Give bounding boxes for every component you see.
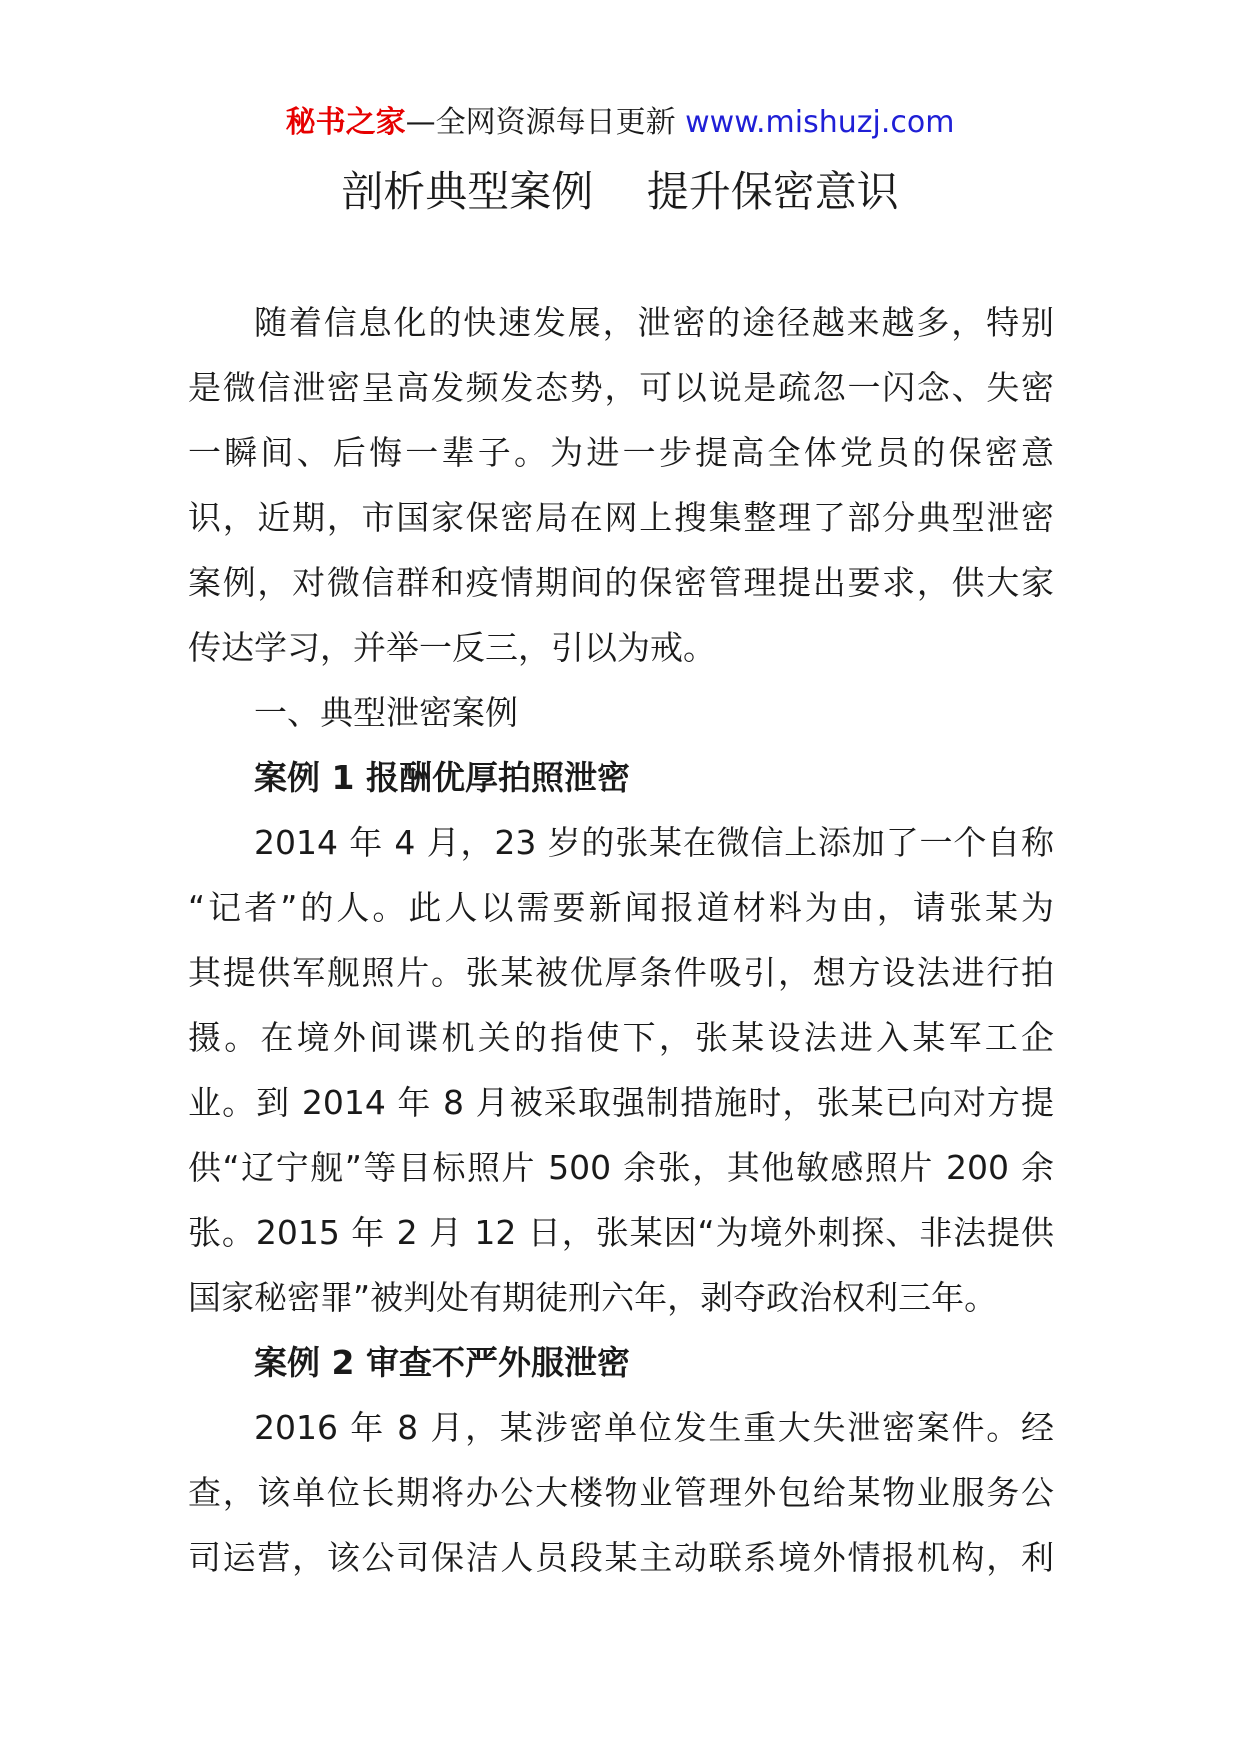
case-heading: 案例 2 审查不严外服泄密 xyxy=(254,1343,630,1382)
paragraph-line: “记者”的人。此人以需要新闻报道材料为由，请张某为 xyxy=(188,888,1054,927)
paragraph-line: 2014 年 4 月，23 岁的张某在微信上添加了一个自称 xyxy=(254,823,1054,862)
paragraph-line: 国家秘密罪”被判处有期徒刑六年，剥夺政治权利三年。 xyxy=(188,1278,998,1317)
paragraph-line: 摄。在境外间谍机关的指使下，张某设法进入某军工企 xyxy=(188,1018,1054,1057)
section-heading: 一、典型泄密案例 xyxy=(254,693,518,732)
brand-name: 秘书之家 xyxy=(285,105,406,140)
paragraph-line: 案例，对微信群和疫情期间的保密管理提出要求，供大家 xyxy=(188,563,1054,602)
header-tagline: —全网资源每日更新 xyxy=(405,105,686,140)
paragraph-line: 供“辽宁舰”等目标照片 500 余张，其他敏感照片 200 余 xyxy=(188,1148,1054,1187)
paragraph-line: 随着信息化的快速发展，泄密的途径越来越多，特别 xyxy=(254,303,1054,342)
case-heading: 案例 1 报酬优厚拍照泄密 xyxy=(254,758,630,797)
paragraph-line: 司运营，该公司保洁人员段某主动联系境外情报机构，利 xyxy=(188,1538,1054,1577)
paragraph-line: 识，近期，市国家保密局在网上搜集整理了部分典型泄密 xyxy=(188,498,1054,537)
paragraph-line: 张。2015 年 2 月 12 日，张某因“为境外刺探、非法提供 xyxy=(188,1213,1054,1252)
paragraph-line: 业。到 2014 年 8 月被采取强制措施时，张某已向对方提 xyxy=(188,1083,1054,1122)
document-body xyxy=(188,290,1054,1590)
paragraph-line: 查，该单位长期将办公大楼物业管理外包给某物业服务公 xyxy=(188,1473,1054,1512)
paragraph-line: 2016 年 8 月，某涉密单位发生重大失泄密案件。经 xyxy=(254,1408,1054,1447)
paragraph-line: 其提供军舰照片。张某被优厚条件吸引，想方设法进行拍 xyxy=(188,953,1054,992)
document-title: 剖析典型案例 提升保密意识 xyxy=(341,167,899,216)
site-header xyxy=(0,100,1240,146)
site-url[interactable]: www.mishuzj.com xyxy=(685,105,955,140)
paragraph-line: 传达学习，并举一反三，引以为戒。 xyxy=(188,628,716,667)
paragraph-line: 是微信泄密呈高发频发态势，可以说是疏忽一闪念、失密 xyxy=(188,368,1054,407)
paragraph-line: 一瞬间、后悔一辈子。为进一步提高全体党员的保密意 xyxy=(188,433,1054,472)
